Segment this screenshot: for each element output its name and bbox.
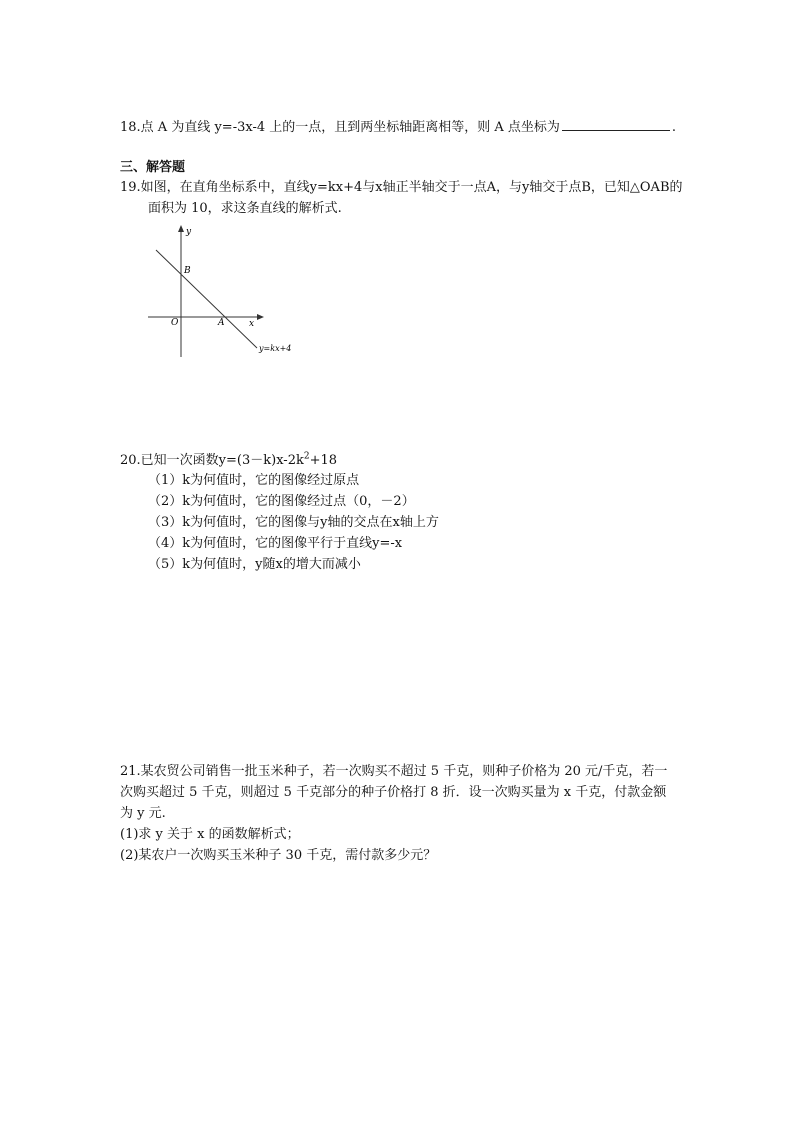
question-20-stem (120, 450, 700, 471)
graph-line (156, 250, 257, 348)
question-21 (120, 761, 720, 866)
question-20-item-4: （4）k为何值时，它的图像平行于直线y=-x (148, 536, 403, 551)
question-20-item-2: （2）k为何值时，它的图像经过点（0，－2） (148, 494, 415, 509)
answer-blank[interactable] (562, 118, 670, 131)
point-b-label: B (184, 266, 191, 276)
question-19 (120, 177, 700, 219)
x-axis-arrow-icon (257, 314, 264, 320)
question-21-line-1: 21.某农贸公司销售一批玉米种子，若一次购买不超过 5 千克，则种子价格为 20 元/千克，若一 (120, 764, 668, 779)
question-21-line-3: 为 y 元. (120, 806, 166, 821)
question-20-stem-tail: +18 (309, 453, 338, 468)
section-heading: 三、解答题 (120, 160, 186, 175)
question-18-text: 18.点 A 为直线 y=-3x-4 上的一点，且到两坐标轴距离相等，则 A 点坐标为 (120, 120, 560, 135)
coordinate-figure (140, 222, 315, 362)
x-axis-label: x (249, 319, 255, 329)
point-a-label: A (218, 318, 225, 328)
question-18-end: . (671, 120, 677, 135)
y-axis-arrow-icon (178, 225, 184, 232)
line-label: y=kx+4 (259, 344, 292, 353)
exponent: 2 (303, 451, 310, 462)
question-19-line-2: 面积为 10，求这条直线的解析式. (148, 201, 342, 216)
question-20-item-5: （5）k为何值时，y随x的增大而减小 (148, 557, 361, 572)
question-20-item-1: （1）k为何值时，它的图像经过原点 (148, 473, 360, 488)
question-21-part-1: (1)求 y 关于 x 的函数解析式； (120, 827, 300, 842)
question-21-part-2: (2)某农户一次购买玉米种子 30 千克，需付款多少元？ (120, 848, 437, 863)
question-20-item-3: （3）k为何值时，它的图像与y轴的交点在x轴上方 (148, 515, 439, 530)
question-21-line-2: 次购买超过 5 千克，则超过 5 千克部分的种子价格打 8 折．设一次购买量为 x 千克，付款金额 (120, 785, 667, 800)
origin-label: O (171, 318, 179, 328)
question-19-line-1: 19.如图，在直角坐标系中，直线y=kx+4与x轴正半轴交于一点A，与y轴交于点B，已知△OAB的 (120, 180, 683, 195)
y-axis-label: y (186, 227, 192, 237)
question-18 (120, 117, 700, 138)
question-20-stem-text: 20.已知一次函数y=(3－k)x-2k (120, 453, 304, 468)
